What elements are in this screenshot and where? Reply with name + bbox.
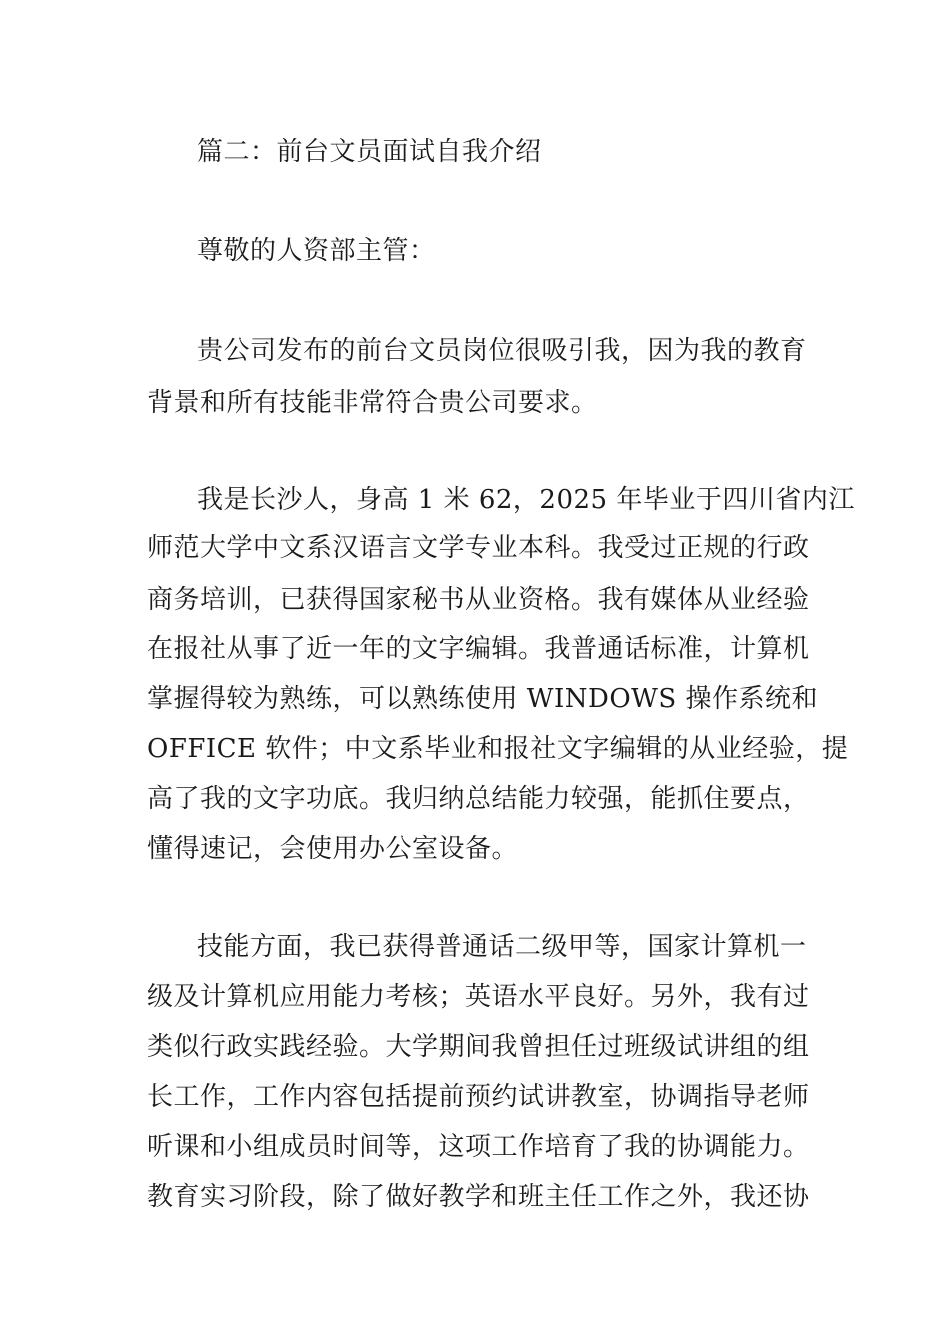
paragraph-line: 听课和小组成员时间等，这项工作培育了我的协调能力。 xyxy=(147,1132,810,1162)
paragraph-line: 技能方面，我已获得普通话二级甲等，国家计算机一 xyxy=(197,932,807,962)
salutation: 尊敬的人资部主管： xyxy=(197,236,436,266)
paragraph-line: 商务培训，已获得国家秘书从业资格。我有媒体从业经验 xyxy=(147,585,810,615)
paragraph-line: 师范大学中文系汉语言文学专业本科。我受过正规的行政 xyxy=(147,533,810,563)
paragraph-line: 掌握得较为熟练，可以熟练使用 WINDOWS 操作系统和 xyxy=(147,684,818,714)
paragraph-line: OFFICE 软件；中文系毕业和报社文字编辑的从业经验，提 xyxy=(147,734,849,764)
paragraph-line: 贵公司发布的前台文员岗位很吸引我，因为我的教育 xyxy=(197,336,807,366)
paragraph-line: 背景和所有技能非常符合贵公司要求。 xyxy=(147,388,598,418)
paragraph-line: 懂得速记，会使用办公室设备。 xyxy=(147,834,519,864)
paragraph-line: 教育实习阶段，除了做好教学和班主任工作之外，我还协 xyxy=(147,1182,810,1212)
paragraph-line: 高了我的文字功底。我归纳总结能力较强，能抓住要点， xyxy=(147,784,810,814)
paragraph-line: 我是长沙人，身高 1 米 62，2025 年毕业于四川省内江 xyxy=(197,485,855,515)
paragraph-line: 类似行政实践经验。大学期间我曾担任过班级试讲组的组 xyxy=(147,1032,810,1062)
paragraph-line: 在报社从事了近一年的文字编辑。我普通话标准，计算机 xyxy=(147,634,810,664)
paragraph-line: 级及计算机应用能力考核；英语水平良好。另外，我有过 xyxy=(147,982,810,1012)
section-heading: 篇二：前台文员面试自我介绍 xyxy=(197,137,542,167)
paragraph-line: 长工作，工作内容包括提前预约试讲教室，协调指导老师 xyxy=(147,1082,810,1112)
